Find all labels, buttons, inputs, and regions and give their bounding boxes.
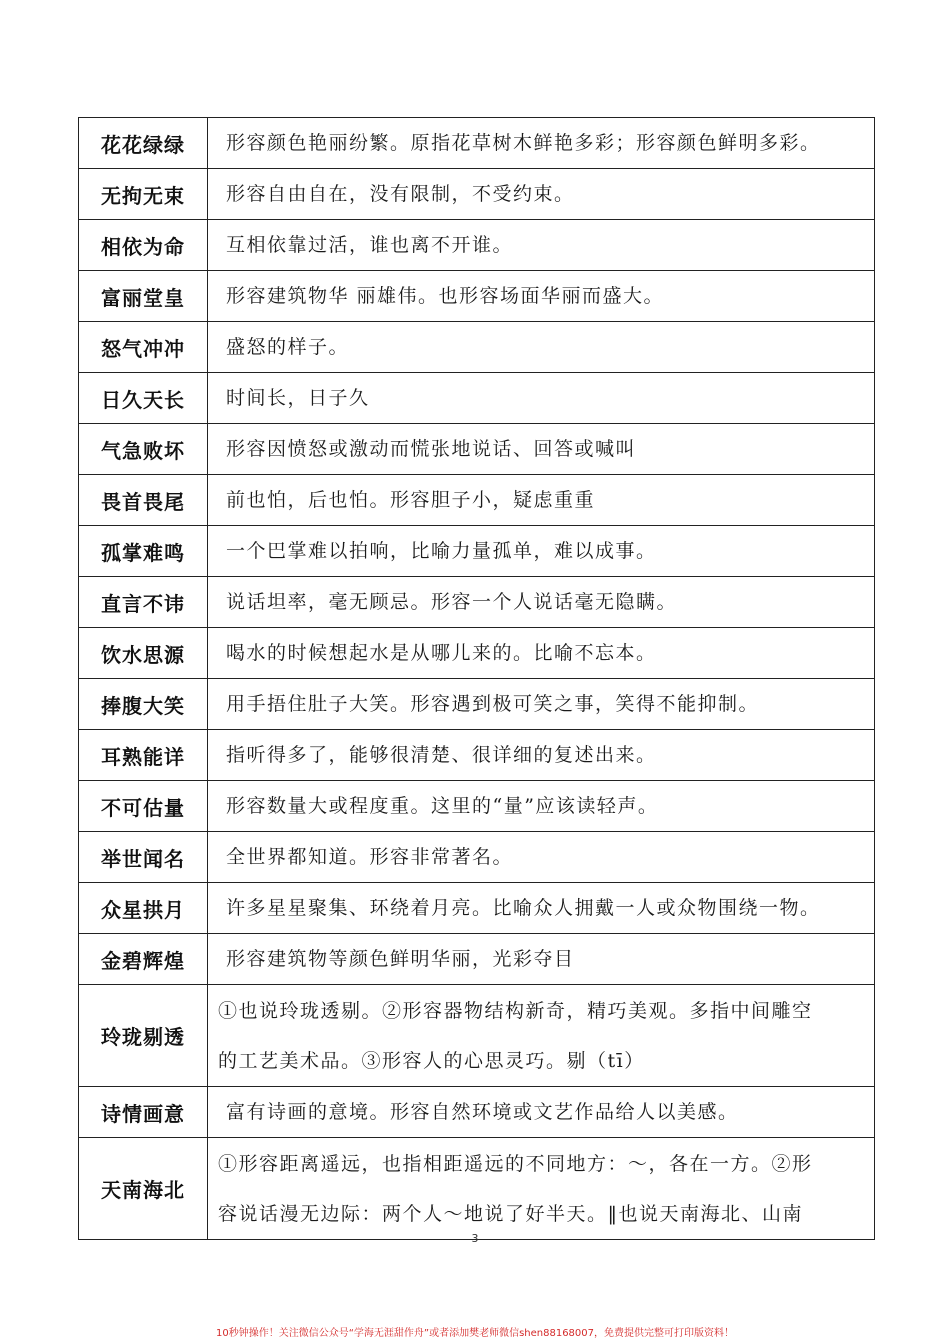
idiom-table-body [79, 118, 875, 1240]
idiom-term: 天南海北 [79, 1138, 208, 1240]
idiom-term: 耳熟能详 [79, 730, 208, 781]
idiom-term: 气急败坏 [79, 424, 208, 475]
idiom-term: 日久天长 [79, 373, 208, 424]
idiom-term: 孤掌难鸣 [79, 526, 208, 577]
table-row [79, 1138, 875, 1240]
idiom-definition: 互相依靠过活，谁也离不开谁。 [208, 220, 875, 271]
table-row [79, 526, 875, 577]
table-row [79, 271, 875, 322]
table-row [79, 577, 875, 628]
idiom-definition: 形容建筑物华 丽雄伟。也形容场面华丽而盛大。 [208, 271, 875, 322]
idiom-term: 诗情画意 [79, 1087, 208, 1138]
idiom-definition: 时间长，日子久 [208, 373, 875, 424]
idiom-definition [208, 985, 875, 1087]
idiom-term: 直言不讳 [79, 577, 208, 628]
table-row [79, 832, 875, 883]
idiom-definition: 许多星星聚集、环绕着月亮。比喻众人拥戴一人或众物围绕一物。 [208, 883, 875, 934]
idiom-term: 无拘无束 [79, 169, 208, 220]
table-row [79, 424, 875, 475]
table-row [79, 118, 875, 169]
idiom-definition: 形容自由自在，没有限制，不受约束。 [208, 169, 875, 220]
idiom-term: 怒气冲冲 [79, 322, 208, 373]
idiom-definition: 全世界都知道。形容非常著名。 [208, 832, 875, 883]
idiom-term: 金碧辉煌 [79, 934, 208, 985]
table-row [79, 883, 875, 934]
table-row [79, 781, 875, 832]
idiom-definition: 前也怕，后也怕。形容胆子小，疑虑重重 [208, 475, 875, 526]
page-number: 3 [471, 1232, 479, 1245]
idiom-term: 众星拱月 [79, 883, 208, 934]
table-row [79, 679, 875, 730]
idiom-definition: 指听得多了，能够很清楚、很详细的复述出来。 [208, 730, 875, 781]
idiom-definition: 形容数量大或程度重。这里的“量”应该读轻声。 [208, 781, 875, 832]
table-row [79, 373, 875, 424]
idiom-term: 富丽堂皇 [79, 271, 208, 322]
definition-line: 容说话漫无边际：两个人～地说了好半天。‖也说天南海北、山南 [218, 1202, 804, 1225]
idiom-definition: 用手捂住肚子大笑。形容遇到极可笑之事，笑得不能抑制。 [208, 679, 875, 730]
idiom-table [78, 117, 875, 1240]
definition-line: 的工艺美术品。③形容人的心思灵巧。剔（tī） [218, 1049, 645, 1072]
table-row [79, 322, 875, 373]
idiom-term: 捧腹大笑 [79, 679, 208, 730]
table-row [79, 985, 875, 1087]
table-row [79, 934, 875, 985]
table-row [79, 1087, 875, 1138]
idiom-definition: 形容颜色艳丽纷繁。原指花草树木鲜艳多彩；形容颜色鲜明多彩。 [208, 118, 875, 169]
table-row [79, 730, 875, 781]
idiom-term: 畏首畏尾 [79, 475, 208, 526]
table-row [79, 475, 875, 526]
footer-promo-text: 10秒钟操作！关注微信公众号“学海无涯甜作舟”或者添加樊老师微信shen88168007，免费提供完整可打印版资料！ [215, 1328, 735, 1339]
table-row [79, 220, 875, 271]
table-row [79, 169, 875, 220]
idiom-term: 饮水思源 [79, 628, 208, 679]
idiom-term: 举世闻名 [79, 832, 208, 883]
idiom-definition: 形容建筑物等颜色鲜明华丽，光彩夺目 [208, 934, 875, 985]
definition-line: ①也说玲珑透剔。②形容器物结构新奇，精巧美观。多指中间雕空 [218, 999, 813, 1022]
idiom-definition: 说话坦率，毫无顾忌。形容一个人说话毫无隐瞒。 [208, 577, 875, 628]
idiom-definition: 一个巴掌难以拍响，比喻力量孤单，难以成事。 [208, 526, 875, 577]
idiom-term: 玲珑剔透 [79, 985, 208, 1087]
table-row [79, 628, 875, 679]
idiom-definition [208, 1138, 875, 1240]
definition-line: ①形容距离遥远，也指相距遥远的不同地方：～，各在一方。②形 [218, 1152, 813, 1175]
idiom-definition: 盛怒的样子。 [208, 322, 875, 373]
idiom-term: 相依为命 [79, 220, 208, 271]
idiom-term: 不可估量 [79, 781, 208, 832]
idiom-definition: 喝水的时候想起水是从哪儿来的。比喻不忘本。 [208, 628, 875, 679]
idiom-definition: 富有诗画的意境。形容自然环境或文艺作品给人以美感。 [208, 1087, 875, 1138]
idiom-term: 花花绿绿 [79, 118, 208, 169]
idiom-definition: 形容因愤怒或激动而慌张地说话、回答或喊叫 [208, 424, 875, 475]
